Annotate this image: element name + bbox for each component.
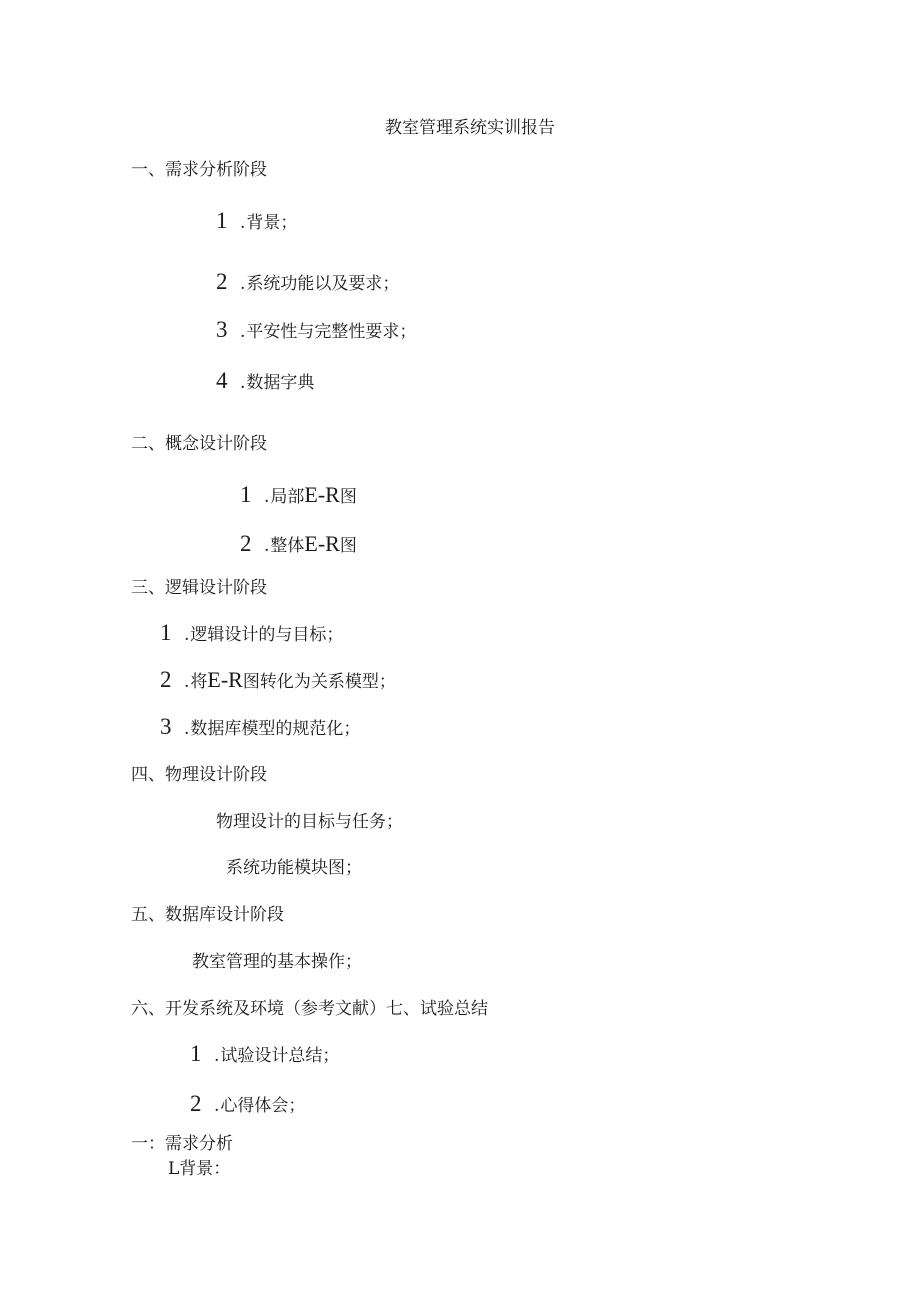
toc-item <box>216 319 416 343</box>
item-number: 4 <box>216 368 228 393</box>
item-er-term: E-R <box>304 531 340 556</box>
item-number: 2 <box>190 1091 202 1116</box>
toc-item: 物理设计的目标与任务； <box>216 812 403 832</box>
item-dot: . <box>240 322 246 342</box>
toc-item: 教室管理的基本操作； <box>192 952 362 972</box>
document-title: 教室管理系统实训报告 <box>385 118 555 138</box>
toc-item <box>240 533 357 557</box>
body-heading: 一：需求分析 <box>131 1134 233 1154</box>
item-text: 数据字典 <box>246 373 315 393</box>
item-number: 1 <box>190 1041 202 1066</box>
item-text: 图 <box>339 536 357 556</box>
item-number: 2 <box>216 269 228 294</box>
toc-item <box>190 1093 305 1117</box>
item-dot: . <box>214 1046 220 1066</box>
item-dot: . <box>240 213 246 233</box>
item-number: 1 <box>216 208 228 233</box>
item-dot: . <box>184 719 190 739</box>
item-text: 整体 <box>270 536 305 556</box>
toc-item <box>190 1043 339 1067</box>
section-heading-concept-design: 二、概念设计阶段 <box>131 434 267 454</box>
item-number: 2 <box>240 531 252 556</box>
toc-item: 系统功能模块图； <box>226 858 362 878</box>
item-number: 1 <box>240 482 252 507</box>
toc-item <box>216 271 399 295</box>
item-text: 心得体会； <box>220 1096 306 1116</box>
section-heading-requirements: 一、需求分析阶段 <box>131 160 267 180</box>
item-number: 3 <box>160 714 172 739</box>
item-dot: . <box>214 1096 220 1116</box>
body-subheading: L背景： <box>168 1159 231 1179</box>
item-dot: . <box>184 672 190 692</box>
toc-item <box>160 669 396 693</box>
section-heading-physical-design: 四、物理设计阶段 <box>131 765 267 785</box>
item-number: 1 <box>160 620 172 645</box>
toc-item <box>160 716 360 740</box>
section-heading-dev-environment: 六、开发系统及环境（参考文献）七、试验总结 <box>131 999 488 1019</box>
item-dot: . <box>264 536 270 556</box>
item-text: 平安性与完整性要求； <box>246 322 417 342</box>
item-text: 将 <box>190 672 208 692</box>
item-text: 图 <box>339 487 357 507</box>
item-dot: . <box>264 487 270 507</box>
item-dot: . <box>184 625 190 645</box>
toc-item <box>216 210 297 234</box>
item-text: 图转化为关系模型； <box>242 672 396 692</box>
item-text: 背景； <box>246 213 298 233</box>
toc-item <box>240 484 357 508</box>
toc-item <box>216 370 314 394</box>
item-number: 3 <box>216 317 228 342</box>
item-text: 系统功能以及要求； <box>246 274 400 294</box>
item-dot: . <box>240 274 246 294</box>
item-text: 试验设计总结； <box>220 1046 340 1066</box>
section-heading-logic-design: 三、逻辑设计阶段 <box>131 578 267 598</box>
item-er-term: E-R <box>304 482 340 507</box>
item-text: 数据库模型的规范化； <box>190 719 361 739</box>
toc-item <box>160 622 343 646</box>
item-er-term: E-R <box>207 667 243 692</box>
item-text: 逻辑设计的与目标； <box>190 625 344 645</box>
section-heading-database-design: 五、数据库设计阶段 <box>131 905 284 925</box>
item-dot: . <box>240 373 246 393</box>
item-text: 局部 <box>270 487 305 507</box>
item-number: 2 <box>160 667 172 692</box>
